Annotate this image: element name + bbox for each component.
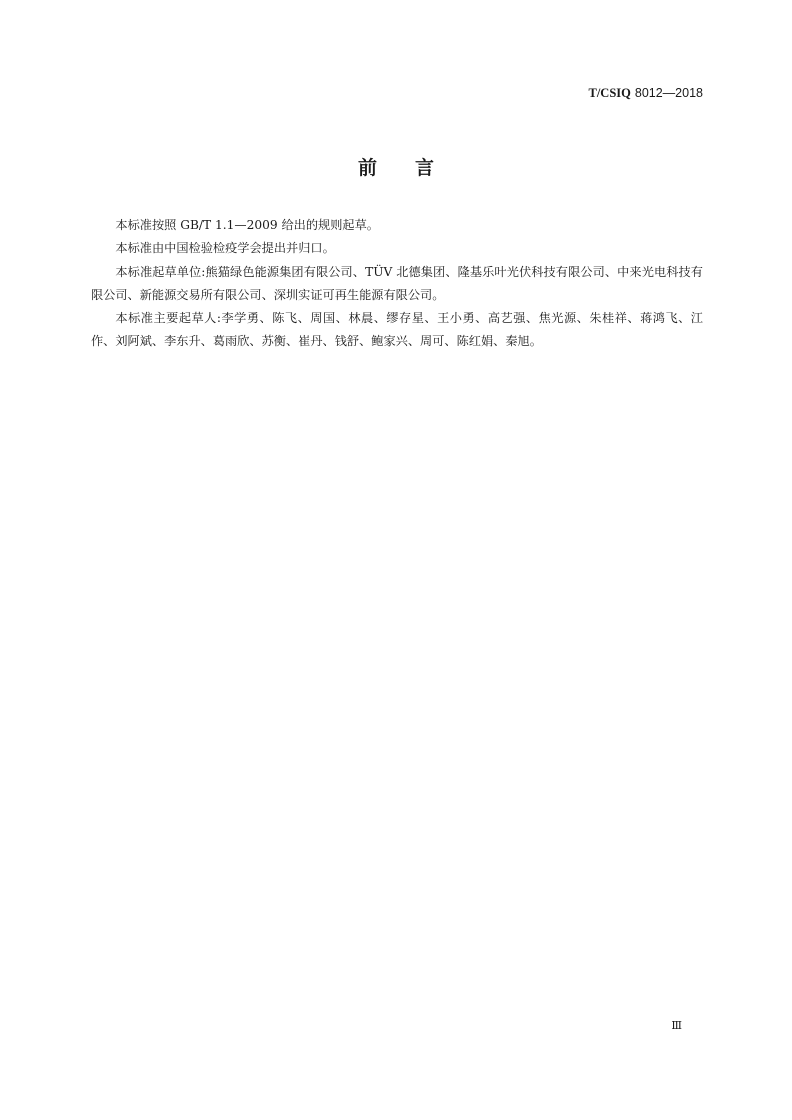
page-title	[0, 153, 792, 180]
title-char-left: 前	[357, 157, 377, 179]
title-char-right: 言	[415, 157, 435, 179]
paragraph-drafting-rules: 本标准按照 GB/T 1.1—2009 给出的规则起草。	[115, 218, 379, 232]
paragraph-drafters: 本标准主要起草人:李学勇、陈飞、周国、林晨、缪存星、王小勇、高艺强、焦光源、朱桂祥、蒋鸿飞、江作、刘阿斌、李东升、葛雨欣、苏衡、崔丹、钱舒、鲍家兴、周可、陈红娟、秦旭。	[91, 311, 703, 349]
paragraph-proposer: 本标准由中国检验检疫学会提出并归口。	[115, 241, 335, 256]
paragraph-drafting-units: 本标准起草单位:熊猫绿色能源集团有限公司、TÜV 北德集团、隆基乐叶光伏科技有限公司、中来光电科技有限公司、新能源交易所有限公司、深圳实证可再生能源有限公司。	[91, 264, 703, 302]
page-number: Ⅲ	[671, 1019, 682, 1032]
standard-code-prefix: T/CSIQ	[588, 86, 631, 100]
standard-code	[589, 85, 704, 101]
standard-code-number: 8012—2018	[634, 86, 703, 100]
foreword-body	[91, 214, 703, 354]
